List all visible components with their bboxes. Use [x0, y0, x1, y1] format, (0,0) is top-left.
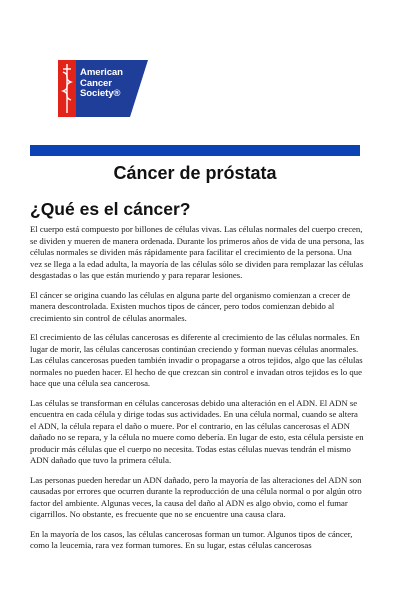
paragraph: El cáncer se origina cuando las células en alguna parte del organismo comienzan a crecer de manera descontrolada. Existen muchos tipos de cáncer, pero todos comienzan debido al crecimiento sin control de células anormales. — [30, 289, 351, 323]
header-divider-bar — [30, 145, 360, 156]
document-title: Cáncer de próstata — [113, 163, 277, 183]
american-cancer-society-logo — [58, 60, 148, 117]
logo-wordmark — [80, 68, 144, 100]
logo-line-1: American — [80, 67, 123, 78]
logo-line-3: Society® — [80, 88, 121, 100]
body-text — [30, 224, 364, 559]
paragraph: El crecimiento de las células cancerosas es diferente al crecimiento de las células normales. En lugar de morir, las células cancerosas continúan creciendo y forman nuevas células anormales. Las células cancerosas pueden también invadir o propagarse a otros tejidos, algo que las células normales no pueden hacer. El hecho de que crezcan sin control e invadan otros tejidos es lo que hace que una célula sea cancerosa. — [30, 331, 363, 389]
paragraph: El cuerpo está compuesto por billones de células vivas. Las células normales del cuerpo crecen, se dividen y mueren de manera ordenada. Durante los primeros años de vida de una persona, las células normales se dividen más rápidamente para facilitar el crecimiento de la persona. Una vez se llega a la edad adulta, la mayoría de las células sólo se dividen para remplazar las células desgastadas o las que están muriendo y para reparar lesiones. — [30, 224, 364, 281]
paragraph: Las células se transforman en células cancerosas debido una alteración en el ADN. El ADN se encuentra en cada célula y dirige todas sus actividades. En una célula normal, cuando se altera el ADN, la célula repara el daño o muere. Por el contrario, en las células cancerosas el ADN dañado no se repara, y la célula no muere como debería. En lugar de esto, esta célula persiste en producir más células que el cuerpo no necesita. Todas estas células nuevas tendrán el mismo ADN dañado que tuvo la primera célula. — [30, 397, 364, 466]
paragraph: Las personas pueden heredar un ADN dañado, pero la mayoría de las alteraciones del ADN son causadas por errores que ocurren durante la reproducción de una célula normal o por algún otro factor del ambiente. Algunas veces, la causa del daño al ADN es algo obvio, como el fumar cigarrillos. No obstante, es frecuente que no se encuentre una causa clara. — [30, 474, 362, 520]
paragraph: En la mayoría de los casos, las células cancerosas forman un tumor. Algunos tipos de cáncer, como la leucemia, rara vez forman tumores. En su lugar, estas células cancerosas — [30, 528, 353, 551]
logo-line-2: Cancer — [80, 77, 112, 89]
section-heading: ¿Qué es el cáncer? — [30, 199, 191, 219]
